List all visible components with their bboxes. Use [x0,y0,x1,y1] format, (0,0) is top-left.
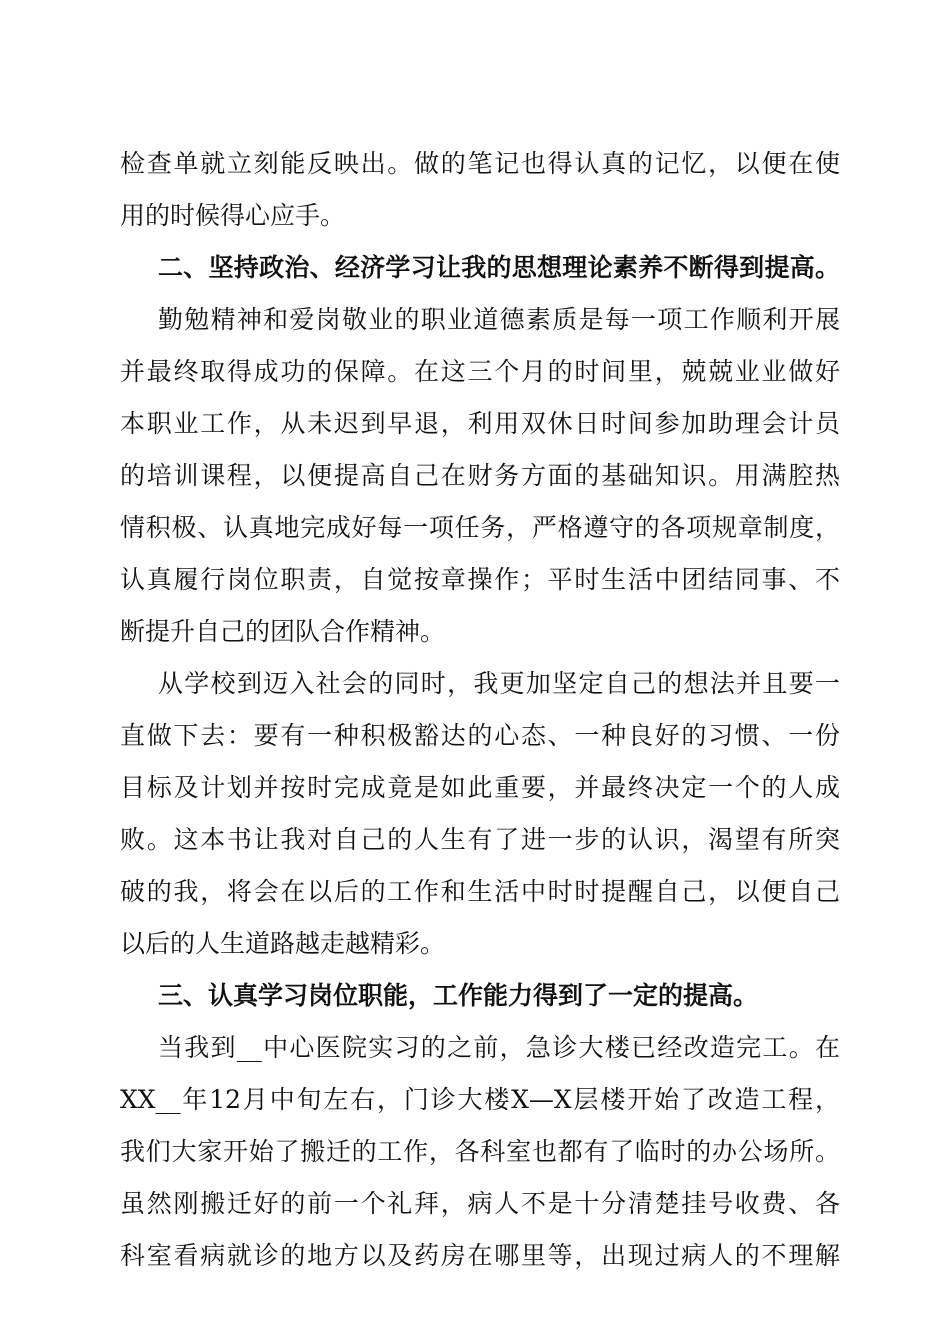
paragraph-line: 断提升自己的团队合作精神。 [120,617,446,646]
section-heading-3: 三、认真学习岗位职能，工作能力得到了一定的提高。 [158,981,759,1010]
document-body [120,138,840,1282]
paragraph-line: 本职业工作，从未迟到早退，利用双休日时间参加助理会计员 [120,409,840,438]
section-heading-2: 二、坚持政治、经济学习让我的思想理论素养不断得到提高。 [158,253,840,282]
paragraph-line: XX__年12月中旬左右，门诊大楼X—X层楼开始了改造工程， [120,1085,840,1114]
paragraph-line: 以后的人生道路越走越精彩。 [120,929,446,958]
paragraph-line: 的培训课程，以便提高自己在财务方面的基础知识。用满腔热 [120,461,840,490]
paragraph-line: 我们大家开始了搬迁的工作，各科室也都有了临时的办公场所。 [120,1137,840,1166]
paragraph-line: 并最终取得成功的保障。在这三个月的时间里，兢兢业业做好 [120,357,840,386]
paragraph-line: 科室看病就诊的地方以及药房在哪里等，出现过病人的不理解 [120,1241,840,1270]
paragraph-line: 从学校到迈入社会的同时，我更加坚定自己的想法并且要一 [158,669,840,698]
paragraph-line: 认真履行岗位职责，自觉按章操作；平时生活中团结同事、不 [120,565,840,594]
paragraph-line: 直做下去：要有一种积极豁达的心态、一种良好的习惯、一份 [120,721,840,750]
paragraph-line: 用的时候得心应手。 [120,201,346,230]
paragraph-line: 勤勉精神和爱岗敬业的职业道德素质是每一项工作顺利开展 [158,305,840,334]
paragraph-line: 虽然刚搬迁好的前一个礼拜，病人不是十分清楚挂号收费、各 [120,1189,840,1218]
paragraph-line: 破的我，将会在以后的工作和生活中时时提醒自己，以便自己 [120,877,840,906]
paragraph-line: 目标及计划并按时完成竟是如此重要，并最终决定一个的人成 [120,773,840,802]
paragraph-line: 败。这本书让我对自己的人生有了进一步的认识，渴望有所突 [120,825,840,854]
paragraph-line: 检查单就立刻能反映出。做的笔记也得认真的记忆，以便在使 [120,149,840,178]
paragraph-line: 当我到__中心医院实习的之前，急诊大楼已经改造完工。在 [158,1033,840,1062]
paragraph-line: 情积极、认真地完成好每一项任务，严格遵守的各项规章制度， [120,513,840,542]
